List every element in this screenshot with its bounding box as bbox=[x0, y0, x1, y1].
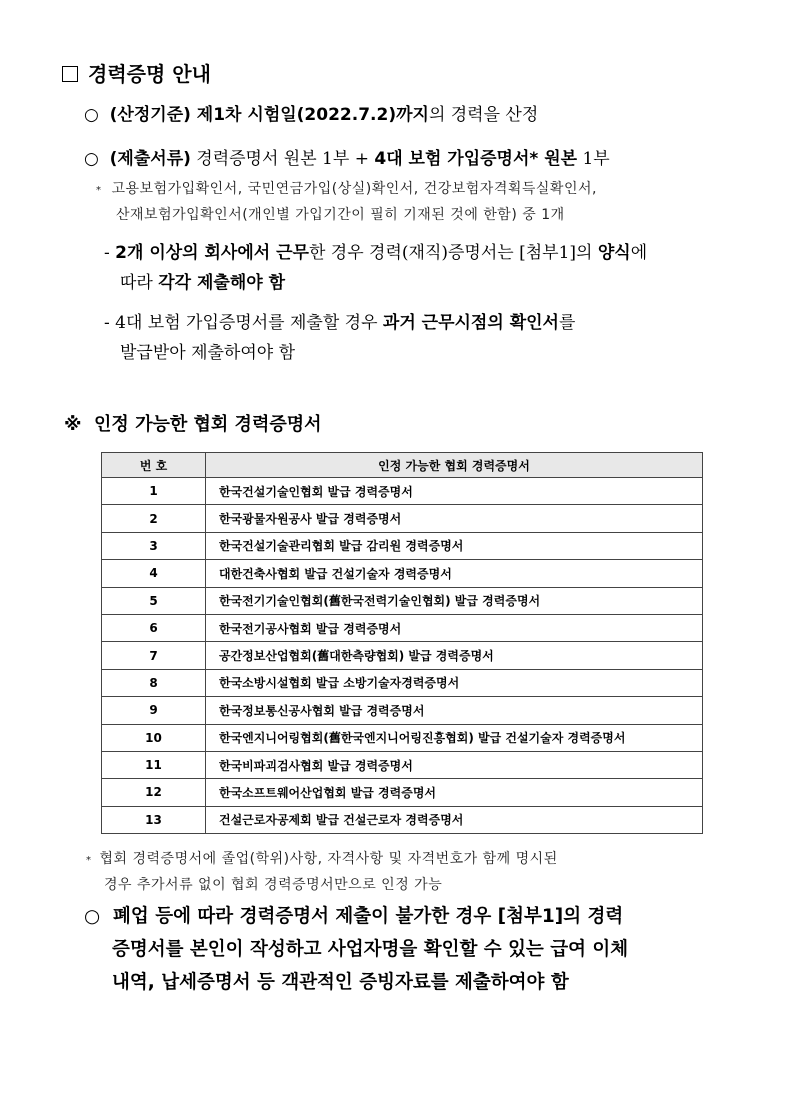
table-row bbox=[102, 505, 703, 532]
note-line: 협회 경력증명서에 졸업(학위)사항, 자격사항 및 자격번호가 함께 명시된 bbox=[99, 851, 558, 867]
row-certificate: 한국전기기술인협회(舊한국전력기술인협회) 발급 경력증명서 bbox=[206, 587, 703, 614]
bold-text: 과거 근무시점의 확인서 bbox=[382, 313, 559, 333]
row-certificate: 한국건설기술인협회 발급 경력증명서 bbox=[206, 478, 703, 505]
text: 따라 bbox=[120, 273, 159, 293]
row-number: 9 bbox=[102, 697, 206, 724]
dash-item-2 bbox=[104, 308, 575, 333]
section-heading bbox=[64, 410, 322, 436]
table-row bbox=[102, 532, 703, 559]
docs-text: 경력증명서 원본 1부 + bbox=[190, 149, 375, 169]
reference-mark-icon: ※ bbox=[64, 414, 82, 435]
row-number: 12 bbox=[102, 779, 206, 806]
row-number: 10 bbox=[102, 724, 206, 751]
row-number: 4 bbox=[102, 560, 206, 587]
table-row bbox=[102, 751, 703, 778]
final-paragraph bbox=[84, 900, 628, 999]
note-line: 경우 추가서류 없이 협회 경력증명서만으로 인정 가능 bbox=[104, 877, 443, 893]
row-certificate: 건설근로자공제회 발급 건설근로자 경력증명서 bbox=[206, 806, 703, 833]
circle-bullet-icon: ○ bbox=[84, 906, 101, 927]
row-number: 2 bbox=[102, 505, 206, 532]
criteria-line bbox=[84, 100, 538, 125]
bold-text: 각각 제출해야 함 bbox=[158, 273, 286, 293]
row-number: 1 bbox=[102, 478, 206, 505]
section-title bbox=[62, 58, 211, 87]
dash-item-1 bbox=[104, 238, 647, 263]
docs-text-end: 1부 bbox=[577, 149, 610, 169]
row-number: 8 bbox=[102, 669, 206, 696]
text: 를 bbox=[558, 313, 576, 333]
dash-mark: - bbox=[104, 243, 110, 263]
table-row bbox=[102, 697, 703, 724]
header-certificate: 인정 가능한 협회 경력증명서 bbox=[206, 453, 703, 478]
text: 4대 보험 가입증명서를 제출할 경우 bbox=[115, 313, 383, 333]
row-certificate: 한국정보통신공사협회 발급 경력증명서 bbox=[206, 697, 703, 724]
docs-note bbox=[96, 178, 597, 198]
row-number: 5 bbox=[102, 587, 206, 614]
row-certificate: 대한건축사협회 발급 건설기술자 경력증명서 bbox=[206, 560, 703, 587]
row-certificate: 공간정보산업협회(舊대한측량협회) 발급 경력증명서 bbox=[206, 642, 703, 669]
table-row bbox=[102, 779, 703, 806]
row-certificate: 한국전기공사협회 발급 경력증명서 bbox=[206, 614, 703, 641]
row-number: 13 bbox=[102, 806, 206, 833]
dash-item-1-cont bbox=[120, 268, 285, 293]
asterisk-mark: * bbox=[96, 185, 102, 196]
row-certificate: 한국광물자원공사 발급 경력증명서 bbox=[206, 505, 703, 532]
final-line: 내역, 납세증명서 등 객관적인 증빙자료를 제출하여야 함 bbox=[112, 972, 569, 993]
table-row bbox=[102, 724, 703, 751]
row-certificate: 한국소프트웨어산업협회 발급 경력증명서 bbox=[206, 779, 703, 806]
docs-bold: 4대 보험 가입증명서* 원본 bbox=[374, 149, 578, 169]
row-number: 6 bbox=[102, 614, 206, 641]
header-number: 번 호 bbox=[102, 453, 206, 478]
table-row bbox=[102, 478, 703, 505]
docs-line bbox=[84, 144, 610, 169]
final-line: 증명서를 본인이 작성하고 사업자명을 확인할 수 있는 급여 이체 bbox=[112, 939, 629, 960]
asterisk-mark: * bbox=[86, 855, 92, 866]
title-text: 경력증명 안내 bbox=[88, 62, 211, 86]
text: 한 경우 경력(재직)증명서는 [첨부1]의 bbox=[308, 243, 598, 263]
bold-text: 양식 bbox=[597, 243, 631, 263]
row-number: 11 bbox=[102, 751, 206, 778]
text: 에 bbox=[630, 243, 648, 263]
table-row bbox=[102, 806, 703, 833]
table-row bbox=[102, 669, 703, 696]
table-row bbox=[102, 614, 703, 641]
table-note bbox=[86, 848, 558, 868]
dash-mark: - bbox=[104, 313, 110, 333]
final-line: 폐업 등에 따라 경력증명서 제출이 불가한 경우 [첨부1]의 경력 bbox=[113, 906, 624, 927]
criteria-text: 의 경력을 산정 bbox=[428, 105, 539, 125]
criteria-label: (산정기준) 제1차 시험일(2022.7.2)까지 bbox=[109, 105, 429, 125]
table-header bbox=[102, 453, 703, 478]
row-certificate: 한국건설기술관리협회 발급 감리원 경력증명서 bbox=[206, 532, 703, 559]
circle-bullet-icon: ○ bbox=[84, 105, 99, 125]
row-number: 7 bbox=[102, 642, 206, 669]
row-certificate: 한국엔지니어링협회(舊한국엔지니어링진흥협회) 발급 건설기술자 경력증명서 bbox=[206, 724, 703, 751]
bold-text: 2개 이상의 회사에서 근무 bbox=[115, 243, 309, 263]
row-certificate: 한국비파괴검사협회 발급 경력증명서 bbox=[206, 751, 703, 778]
docs-label: (제출서류) bbox=[109, 149, 191, 169]
checkbox-square-icon bbox=[62, 66, 78, 82]
row-certificate: 한국소방시설협회 발급 소방기술자경력증명서 bbox=[206, 669, 703, 696]
note-line: 고용보험가입확인서, 국민연금가입(상실)확인서, 건강보험자격획득실확인서, bbox=[111, 181, 597, 197]
dash-item-2-cont: 발급받아 제출하여야 함 bbox=[120, 343, 296, 363]
table-row bbox=[102, 560, 703, 587]
row-number: 3 bbox=[102, 532, 206, 559]
table-row bbox=[102, 587, 703, 614]
certificate-table bbox=[101, 452, 703, 834]
section-heading-text: 인정 가능한 협회 경력증명서 bbox=[94, 414, 322, 435]
circle-bullet-icon: ○ bbox=[84, 149, 99, 169]
note-line: 산재보험가입확인서(개인별 가입기간이 필히 기재된 것에 한함) 중 1개 bbox=[116, 207, 565, 223]
table-row bbox=[102, 642, 703, 669]
